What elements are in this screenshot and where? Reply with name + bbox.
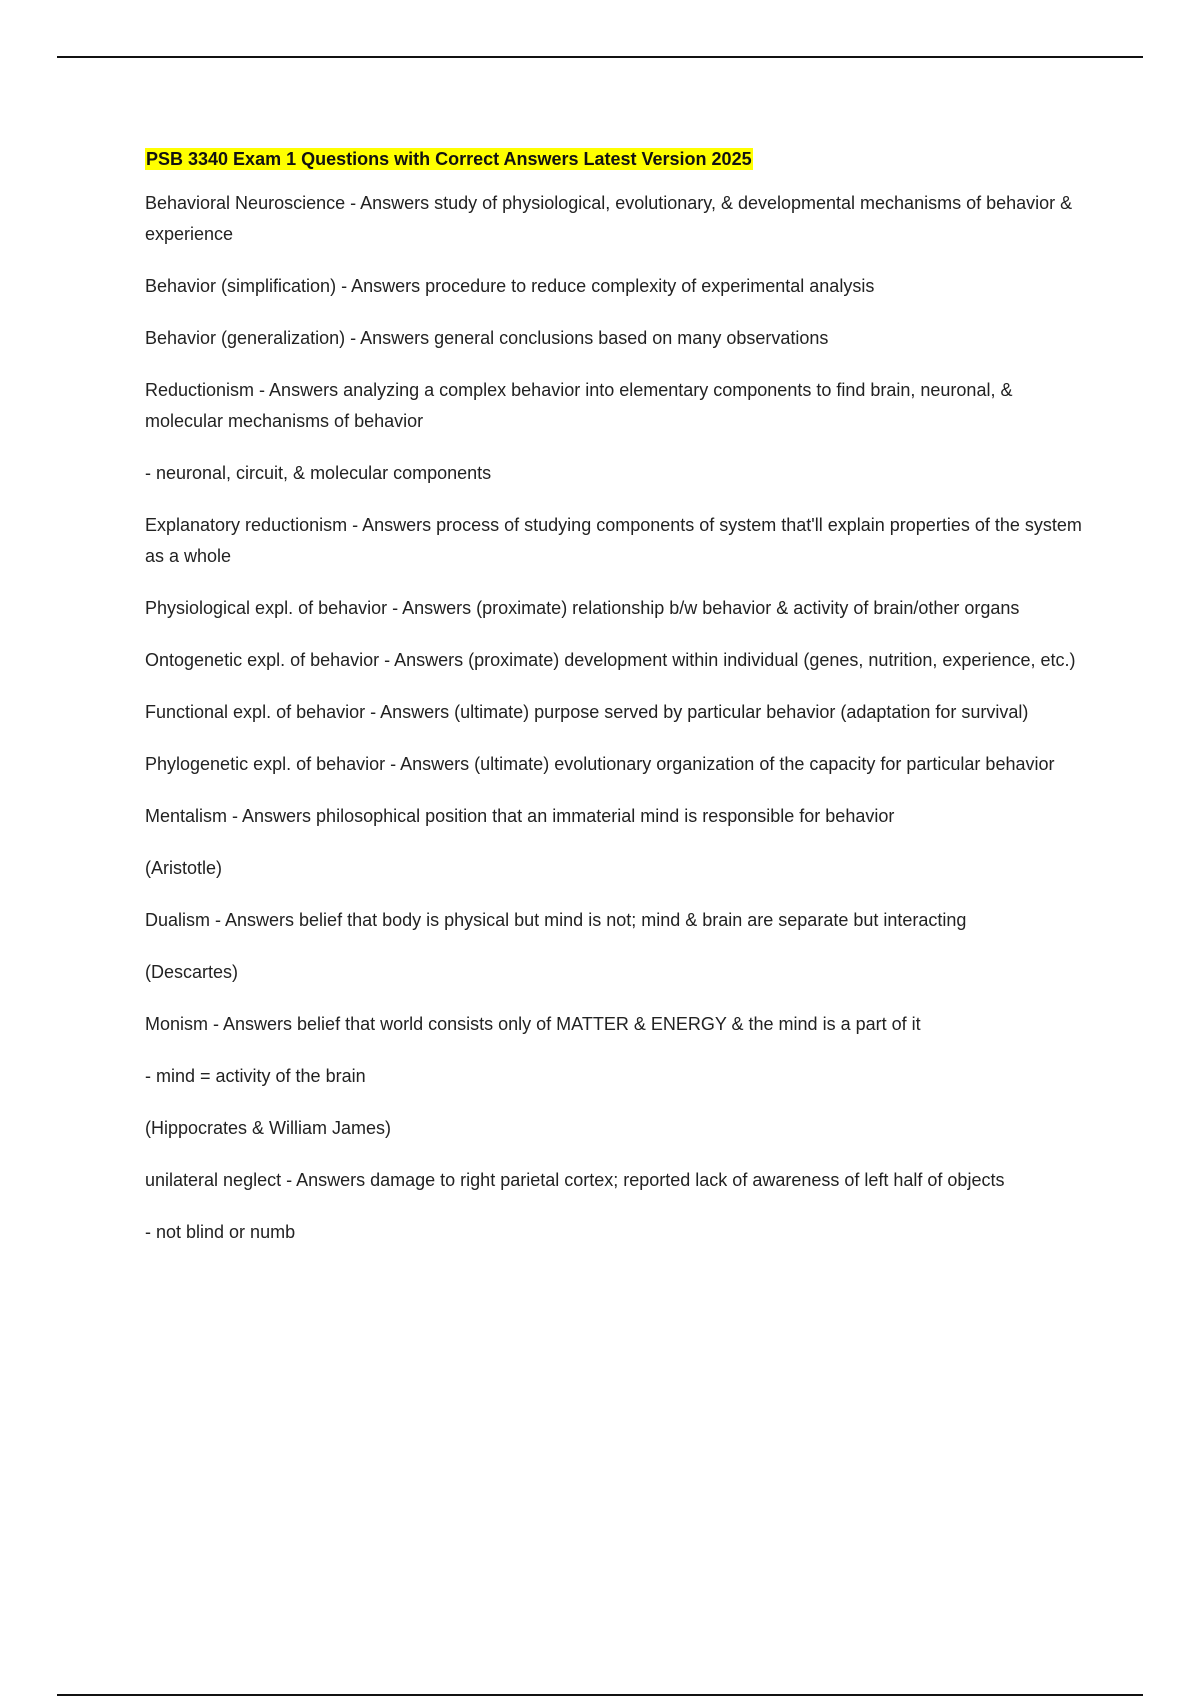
paragraph-reductionism-components: - neuronal, circuit, & molecular components	[145, 463, 492, 483]
paragraph-aristotle: (Aristotle)	[145, 858, 223, 878]
paragraph-functional-explanation: Functional expl. of behavior - Answers (ultimate) purpose served by particular behavior (adaptation for survival)	[145, 702, 1029, 722]
top-rule	[57, 56, 1143, 58]
paragraph-ontogenetic-explanation: Ontogenetic expl. of behavior - Answers (proximate) development within individual (genes, nutrition, experience, etc.)	[145, 650, 1076, 670]
paragraph-descartes: (Descartes)	[145, 962, 239, 982]
paragraph-dualism: Dualism - Answers belief that body is physical but mind is not; mind & brain are separate but interacting	[145, 910, 967, 930]
paragraph-unilateral-neglect: unilateral neglect - Answers damage to right parietal cortex; reported lack of awareness of left half of objects	[145, 1170, 1005, 1190]
paragraph-behavioral-neuroscience: Behavioral Neuroscience - Answers study of physiological, evolutionary, & developmental mechanisms of behavior & experience	[145, 193, 1073, 244]
paragraph-behavior-generalization: Behavior (generalization) - Answers general conclusions based on many observations	[145, 328, 829, 348]
document-title: PSB 3340 Exam 1 Questions with Correct Answers Latest Version 2025	[146, 149, 752, 169]
paragraph-hippocrates-james: (Hippocrates & William James)	[145, 1118, 392, 1138]
title-line	[145, 146, 1085, 174]
bottom-rule	[57, 1694, 1143, 1696]
paragraph-mind-brain: - mind = activity of the brain	[145, 1066, 366, 1086]
paragraph-monism: Monism - Answers belief that world consists only of MATTER & ENERGY & the mind is a part of it	[145, 1014, 921, 1034]
paragraph-mentalism: Mentalism - Answers philosophical position that an immaterial mind is responsible for behavior	[145, 806, 895, 826]
paragraph-reductionism: Reductionism - Answers analyzing a complex behavior into elementary components to find brain, neuronal, & molecular mechanisms of behavior	[145, 380, 1013, 431]
paragraph-behavior-simplification: Behavior (simplification) - Answers procedure to reduce complexity of experimental analysis	[145, 276, 875, 296]
paragraph-not-blind: - not blind or numb	[145, 1222, 296, 1242]
document-body	[145, 146, 1085, 1269]
paragraph-phylogenetic-explanation: Phylogenetic expl. of behavior - Answers (ultimate) evolutionary organization of the capacity for particular behavior	[145, 754, 1055, 774]
paragraph-physiological-explanation: Physiological expl. of behavior - Answers (proximate) relationship b/w behavior & activity of brain/other organs	[145, 598, 1020, 618]
paragraph-explanatory-reductionism: Explanatory reductionism - Answers process of studying components of system that'll explain properties of the system as a whole	[145, 515, 1082, 566]
